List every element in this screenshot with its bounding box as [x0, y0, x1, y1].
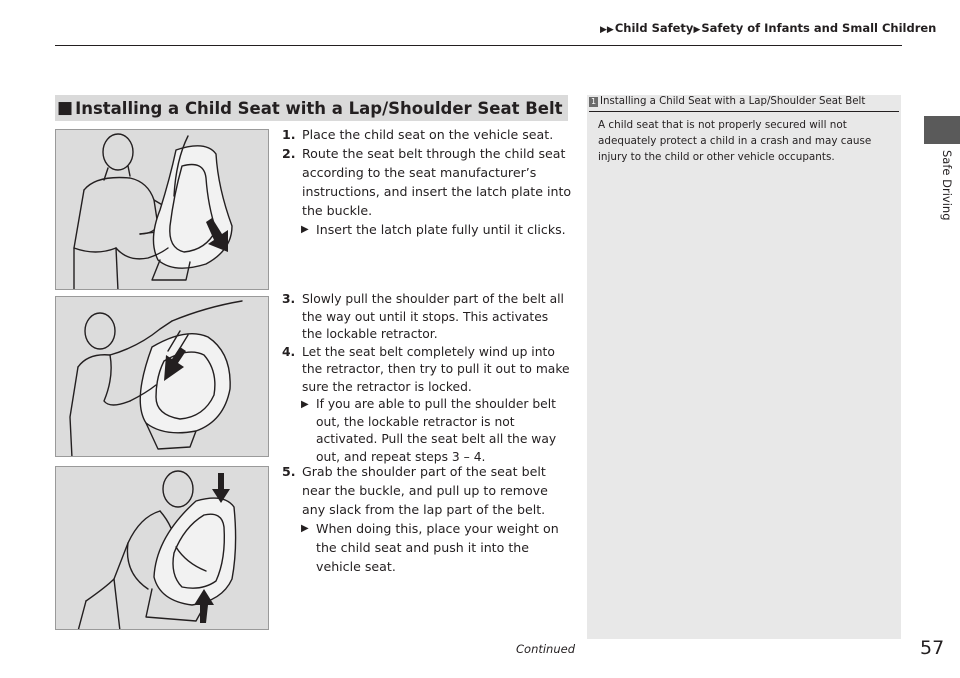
step-3	[282, 291, 572, 344]
illustration-remove-slack-drawing	[56, 467, 269, 630]
section-title: Installing a Child Seat with a Lap/Shoulder Seat Belt	[75, 98, 563, 118]
step-4	[282, 344, 572, 397]
step-4-note-arrow-icon: ▶	[301, 399, 309, 410]
chapter-label-text: Safe Driving	[940, 150, 954, 221]
note-panel	[587, 95, 901, 639]
step-2-text: Route the seat belt through the child seat according to the seat manufacturer’s instructions, and insert the latch plate into the buckle.	[302, 146, 572, 218]
note-body: A child seat that is not properly secured will not adequately protect a child in a crash and may cause injury to the child or other vehicle occupants.	[598, 119, 872, 163]
step-5-number: 5.	[282, 464, 296, 479]
note-title	[589, 96, 865, 107]
step-1-text: Place the child seat on the vehicle seat.	[302, 127, 554, 142]
illustration-place-seat-drawing	[56, 130, 269, 290]
continued-label: Continued	[516, 642, 576, 656]
chapter-tab[interactable]	[924, 116, 960, 144]
note-rule	[589, 111, 899, 112]
note-reference-icon: 1	[590, 97, 597, 106]
note-title-text: Installing a Child Seat with a Lap/Shoulder Seat Belt	[600, 96, 866, 107]
step-2	[282, 144, 572, 220]
step-5	[282, 462, 572, 519]
step-2-note	[282, 220, 572, 239]
section-header	[55, 95, 568, 121]
steps-group-2	[282, 291, 572, 466]
header-rule	[55, 45, 902, 46]
step-3-text: Slowly pull the shoulder part of the belt all the way out until it stops. This activates the lockable retractor.	[302, 292, 564, 341]
step-2-number: 2.	[282, 146, 296, 161]
breadcrumb-arrow-icon: ▶▶	[600, 25, 614, 35]
section-marker-icon: ■	[57, 98, 74, 118]
step-5-note-arrow-icon: ▶	[301, 523, 309, 534]
chapter-label	[942, 150, 956, 230]
steps-group-3	[282, 462, 572, 576]
step-5-note-text: When doing this, place your weight on the child seat and push it into the vehicle seat.	[316, 521, 559, 574]
illustration-remove-slack	[55, 466, 269, 630]
step-1	[282, 125, 572, 144]
step-5-note	[282, 519, 572, 576]
steps-group-1	[282, 125, 572, 239]
breadcrumb-separator-icon: ▶	[693, 25, 701, 35]
illustration-pull-belt-drawing	[56, 297, 269, 457]
illustration-pull-belt	[55, 296, 269, 457]
step-3-number: 3.	[282, 292, 296, 306]
step-2-note-arrow-icon: ▶	[301, 224, 309, 235]
illustration-place-seat	[55, 129, 269, 290]
step-5-text: Grab the shoulder part of the seat belt near the buckle, and pull up to remove any slack from the lap part of the belt.	[302, 464, 548, 517]
step-1-number: 1.	[282, 127, 296, 142]
step-4-number: 4.	[282, 344, 296, 359]
page-number: 57	[920, 637, 945, 659]
breadcrumb-child-safety[interactable]: Child Safety	[614, 21, 694, 35]
step-4-note-text: If you are able to pull the shoulder belt out, the lockable retractor is not activated. Pull the seat belt all the way out, and repeat steps 3 – 4.	[316, 397, 557, 464]
step-2-note-text: Insert the latch plate fully until it clicks.	[316, 222, 566, 237]
breadcrumb-infants-children[interactable]: Safety of Infants and Small Children	[701, 21, 937, 35]
breadcrumb	[600, 21, 936, 35]
step-4-note	[282, 396, 572, 466]
step-4-text: Let the seat belt completely wind up into the retractor, then try to pull it out to make sure the retractor is locked.	[302, 344, 570, 394]
